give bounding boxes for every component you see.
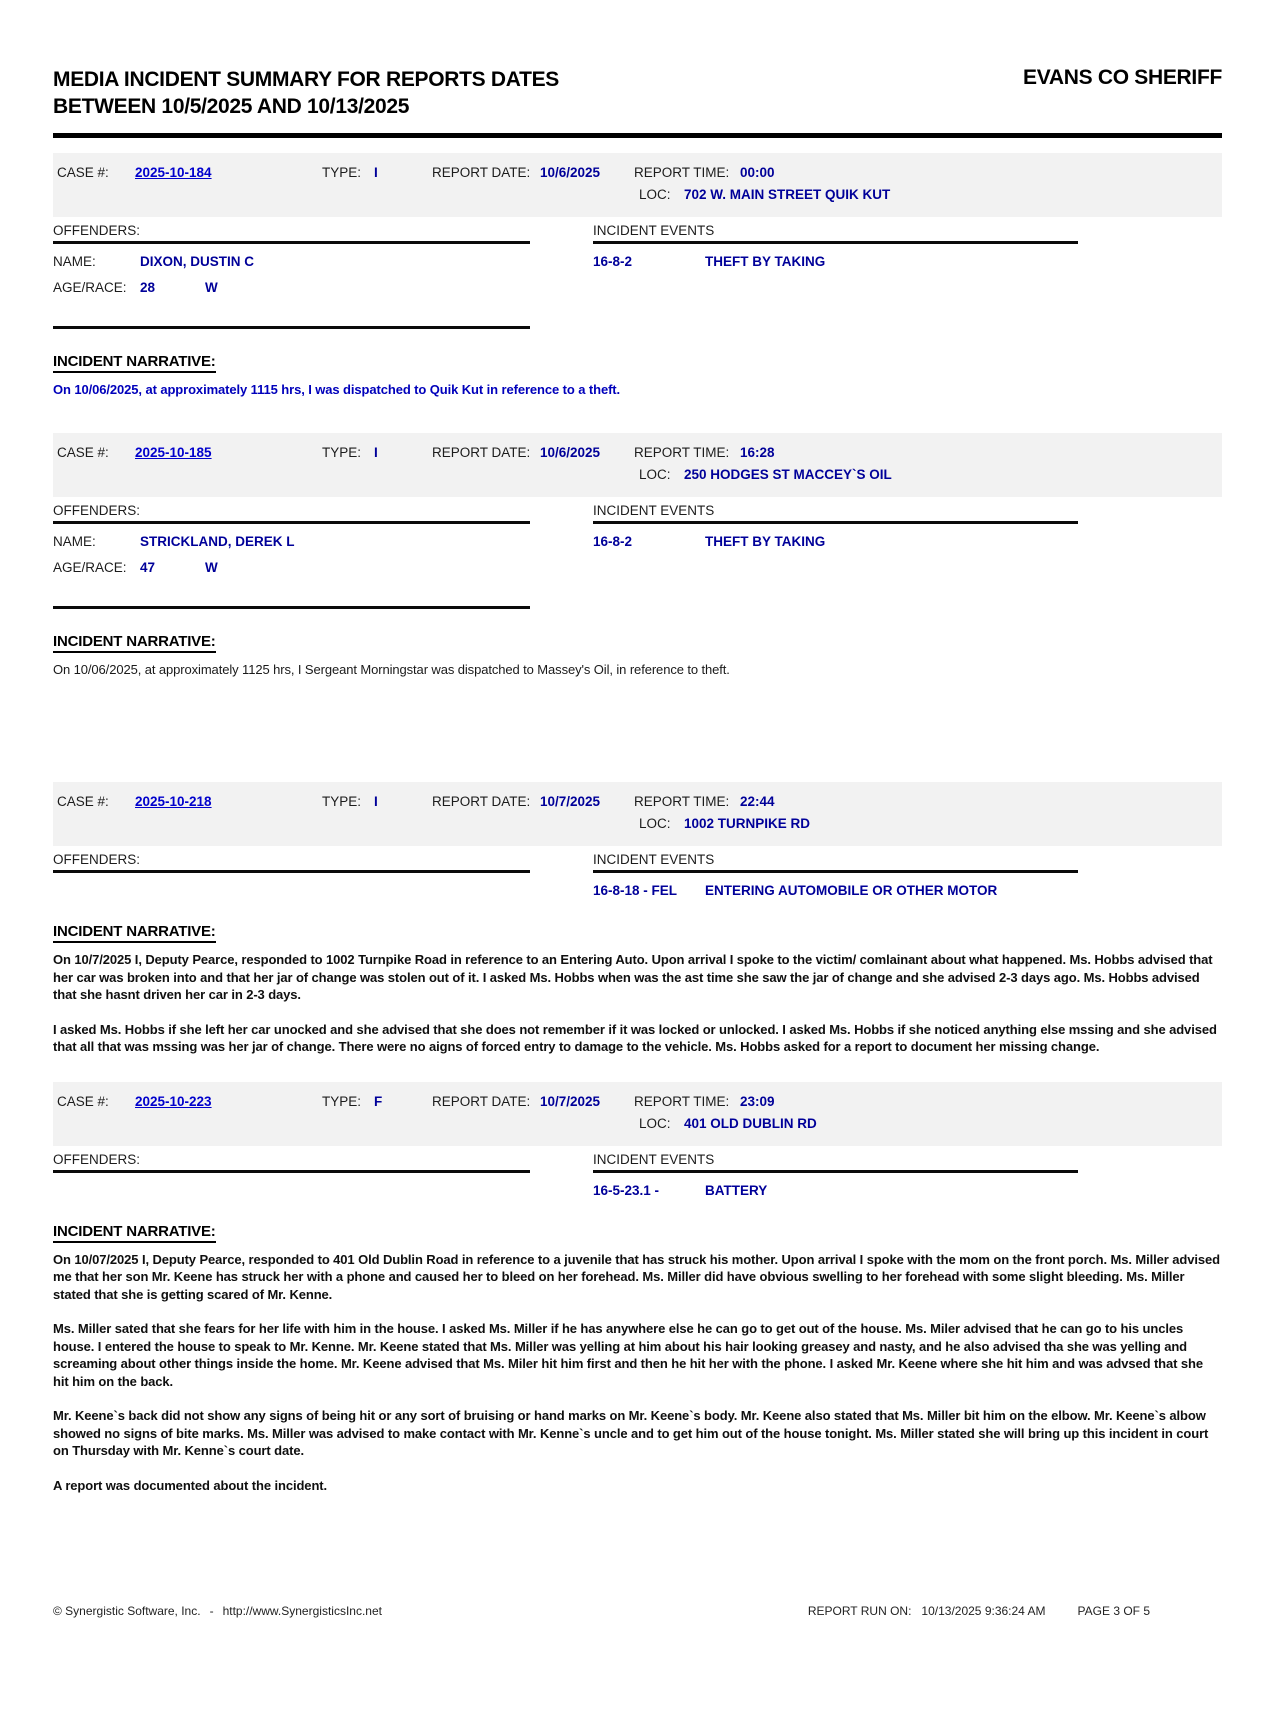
offenders-events-section (53, 223, 1222, 329)
case-header-row (57, 162, 1212, 184)
type-value: F (374, 1093, 383, 1109)
header-rule (53, 133, 1222, 138)
case-block-2 (53, 433, 1222, 679)
case-header-row (57, 1091, 1212, 1113)
case-header-row (57, 791, 1212, 813)
event-row (593, 533, 1078, 550)
case-number-label: CASE #: (57, 444, 109, 460)
incident-events-label: INCIDENT EVENTS (593, 852, 1078, 873)
report-date-value: 10/6/2025 (540, 444, 601, 460)
loc-label: LOC: (639, 1115, 671, 1131)
narrative-paragraph: A report was documented about the incident. (53, 1477, 328, 1493)
event-code: 16-5-23.1 - (593, 1182, 660, 1198)
report-time-label: REPORT TIME: (634, 165, 730, 180)
case-number-link[interactable]: 2025-10-184 (135, 165, 212, 180)
offender-name-value: STRICKLAND, DEREK L (140, 533, 295, 549)
offenders-label: OFFENDERS: (53, 1152, 530, 1173)
case-number-link[interactable]: 2025-10-218 (135, 794, 212, 809)
incident-narrative-section (53, 923, 1222, 1056)
loc-value: 1002 TURNPIKE RD (684, 816, 811, 831)
report-page (0, 66, 1275, 1494)
case-header-band (53, 153, 1222, 217)
report-time-value: 22:44 (740, 794, 775, 809)
type-label: TYPE: (322, 1093, 362, 1109)
incident-events-label: INCIDENT EVENTS (593, 1152, 1078, 1173)
event-code: 16-8-2 (593, 254, 633, 269)
events-column (593, 1152, 1078, 1199)
agency-name: EVANS CO SHERIFF (1023, 66, 1222, 89)
report-date-value: 10/7/2025 (540, 794, 601, 809)
incident-narrative-label: INCIDENT NARRATIVE: (53, 633, 216, 653)
report-time-value: 16:28 (740, 444, 775, 460)
event-description: THEFT BY TAKING (705, 254, 826, 269)
event-code: 16-8-18 - FEL (593, 883, 678, 898)
offenders-events-section (53, 852, 1222, 899)
loc-label: LOC: (639, 816, 671, 831)
report-date-label: REPORT DATE: (432, 444, 531, 460)
incident-narrative-label: INCIDENT NARRATIVE: (53, 353, 216, 373)
page-footer (53, 1604, 1222, 1618)
case-block-3 (53, 782, 1222, 1056)
offender-age-value: 28 (140, 280, 156, 295)
loc-label: LOC: (639, 187, 671, 202)
report-header (53, 66, 1222, 120)
offender-name-value: DIXON, DUSTIN C (140, 254, 255, 269)
incident-narrative-section (53, 353, 1222, 399)
offenders-column (53, 852, 530, 899)
events-column (593, 852, 1078, 899)
offenders-label: OFFENDERS: (53, 503, 530, 524)
case-header-band (53, 782, 1222, 846)
narrative-paragraph: On 10/7/2025 I, Deputy Pearce, responded to 1002 Turnpike Road in reference to an Entering Auto. Upon arrival I spoke to the victim/ comlainant about what happened. Ms. Hobbs advised that her car was broken into and that her jar of change was stolen out of it. I asked Ms. Hobbs when was the ast time she saw the jar of change and she advised 2-3 days ago. Ms. Hobbs advised that she hasnt driven her car in 2-3 days. (53, 952, 1213, 1002)
case-header-band (53, 433, 1222, 497)
offenders-label: OFFENDERS: (53, 223, 530, 244)
offenders-column (53, 223, 530, 329)
case-header-band (53, 1082, 1222, 1146)
loc-label: LOC: (639, 466, 671, 482)
case-block-1 (53, 153, 1222, 399)
case-number-label: CASE #: (57, 1093, 109, 1109)
event-description: THEFT BY TAKING (705, 533, 826, 549)
narrative-paragraph: I asked Ms. Hobbs if she left her car unocked and she advised that she does not remember if it was locked or unlocked. I asked Ms. Hobbs if she noticed anything else mssing and she advised that all that was mssing was her jar of change. There were no aigns of forced entry to damage to the vehicle. Ms. Hobbs asked for a report to document her missing change. (53, 1021, 1217, 1054)
incident-narrative-section (53, 633, 1222, 679)
report-time-value: 23:09 (740, 1093, 775, 1109)
event-code: 16-8-2 (593, 533, 633, 549)
location-row (639, 184, 1212, 206)
case-header-row (57, 442, 1212, 464)
incident-narrative-label: INCIDENT NARRATIVE: (53, 923, 216, 943)
offenders-events-section (53, 1152, 1222, 1199)
report-date-label: REPORT DATE: (432, 1093, 531, 1109)
location-row (639, 464, 1212, 486)
offenders-column (53, 503, 530, 609)
case-number-label: CASE #: (57, 165, 109, 180)
narrative-paragraph: Ms. Miller sated that she fears for her life with him in the house. I asked Ms. Miller if he has anywhere else he can go to get out of the house. Ms. Miler advised that he can go to his uncles house. I entered the house to speak to Mr. Kenne. Mr. Keene stated that Ms. Miller was yelling at him about his hair looking greasey and nasty, and he also advised tha she was yelling and screaming about other things inside the home. Mr. Keene advised that Ms. Miler hit him first and then he hit her with the phone. I asked Mr. Keene where she hit him and was advsed that she hit him on the back. (53, 1321, 1203, 1389)
report-date-value: 10/7/2025 (540, 1093, 601, 1109)
footer-left (53, 1604, 808, 1618)
loc-value: 401 OLD DUBLIN RD (684, 1115, 817, 1131)
narrative-paragraph: On 10/06/2025, at approximately 1125 hrs, I Sergeant Morningstar was dispatched to Massey's Oil, in reference to theft. (53, 661, 730, 677)
offenders-events-section (53, 503, 1222, 609)
narrative-paragraph: Mr. Keene`s back did not show any signs of being hit or any sort of bruising or hand marks on Mr. Keene`s body. Mr. Keene also stated that Ms. Miller bit him on the elbow. Mr. Keene`s albow showed no signs of bite marks. Ms. Miller was advised to make contact with Mr. Kenne`s uncle and to get him out of the house tonight. Ms. Miller stated she will bring up this incident in court on Thursday with Mr. Kenne`s court date. (53, 1408, 1209, 1458)
location-row (639, 813, 1212, 835)
event-description: ENTERING AUTOMOBILE OR OTHER MOTOR (705, 883, 998, 898)
offender-race-value: W (205, 559, 218, 575)
case-number-link[interactable]: 2025-10-185 (135, 444, 212, 460)
events-column (593, 223, 1078, 329)
location-row (639, 1113, 1212, 1135)
offenders-label: OFFENDERS: (53, 852, 530, 873)
report-time-value: 00:00 (740, 165, 775, 180)
report-run-on-value: 10/13/2025 9:36:24 AM (921, 1604, 1046, 1618)
event-description: BATTERY (705, 1182, 768, 1198)
report-date-label: REPORT DATE: (432, 794, 531, 809)
footer-dash: - (209, 1604, 214, 1618)
age-race-label: AGE/RACE: (53, 280, 127, 295)
incident-narrative-label: INCIDENT NARRATIVE: (53, 1223, 216, 1243)
offenders-closing-rule (53, 326, 530, 329)
name-label: NAME: (53, 254, 96, 269)
event-row (593, 253, 1078, 270)
case-block-4 (53, 1082, 1222, 1495)
loc-value: 250 HODGES ST MACCEY`S OIL (684, 466, 892, 482)
offender-name-row (53, 533, 530, 550)
name-label: NAME: (53, 533, 96, 549)
age-race-label: AGE/RACE: (53, 559, 127, 575)
type-value: I (374, 165, 378, 180)
incident-events-label: INCIDENT EVENTS (593, 503, 1078, 524)
type-value: I (374, 444, 378, 460)
report-date-value: 10/6/2025 (540, 165, 601, 180)
case-number-link[interactable]: 2025-10-223 (135, 1093, 212, 1109)
report-title (53, 66, 559, 120)
offender-age-race-row (53, 279, 530, 296)
report-time-label: REPORT TIME: (634, 794, 730, 809)
footer-right (808, 1604, 1222, 1618)
narrative-paragraph: On 10/06/2025, at approximately 1115 hrs, I was dispatched to Quik Kut in reference to a theft. (53, 382, 621, 397)
event-row (593, 1182, 1078, 1199)
type-label: TYPE: (322, 444, 362, 460)
footer-url: http://www.SynergisticsInc.net (222, 1604, 382, 1618)
report-title-line1: MEDIA INCIDENT SUMMARY FOR REPORTS DATES (53, 68, 560, 91)
page-number: PAGE 3 OF 5 (1077, 1604, 1150, 1618)
footer-copyright: © Synergistic Software, Inc. (53, 1604, 201, 1618)
offender-age-value: 47 (140, 559, 156, 575)
type-label: TYPE: (322, 794, 362, 809)
offenders-closing-rule (53, 606, 530, 609)
report-date-label: REPORT DATE: (432, 165, 531, 180)
offender-race-value: W (205, 280, 218, 295)
report-title-line2: BETWEEN 10/5/2025 AND 10/13/2025 (53, 95, 410, 118)
events-column (593, 503, 1078, 609)
incident-events-label: INCIDENT EVENTS (593, 223, 1078, 244)
type-label: TYPE: (322, 165, 362, 180)
loc-value: 702 W. MAIN STREET QUIK KUT (684, 187, 891, 202)
type-value: I (374, 794, 378, 809)
event-row (593, 882, 1078, 899)
report-time-label: REPORT TIME: (634, 444, 730, 460)
case-number-label: CASE #: (57, 794, 109, 809)
report-time-label: REPORT TIME: (634, 1093, 730, 1109)
offender-age-race-row (53, 559, 530, 576)
narrative-paragraph: On 10/07/2025 I, Deputy Pearce, responded to 401 Old Dublin Road in reference to a juvenile that has struck his mother. Upon arrival I spoke with the mom on the front porch. Ms. Miller advised me that her son Mr. Keene has struck her with a phone and caused her to bleed on her forehead. Ms. Miller did have obvious swelling to her forehead with some slight bleeding. Ms. Miller stated that she is getting scared of Mr. Kenne. (53, 1251, 1220, 1302)
report-run-on-label: REPORT RUN ON: (807, 1604, 912, 1618)
offender-name-row (53, 253, 530, 270)
offenders-column (53, 1152, 530, 1199)
incident-narrative-section (53, 1223, 1222, 1495)
